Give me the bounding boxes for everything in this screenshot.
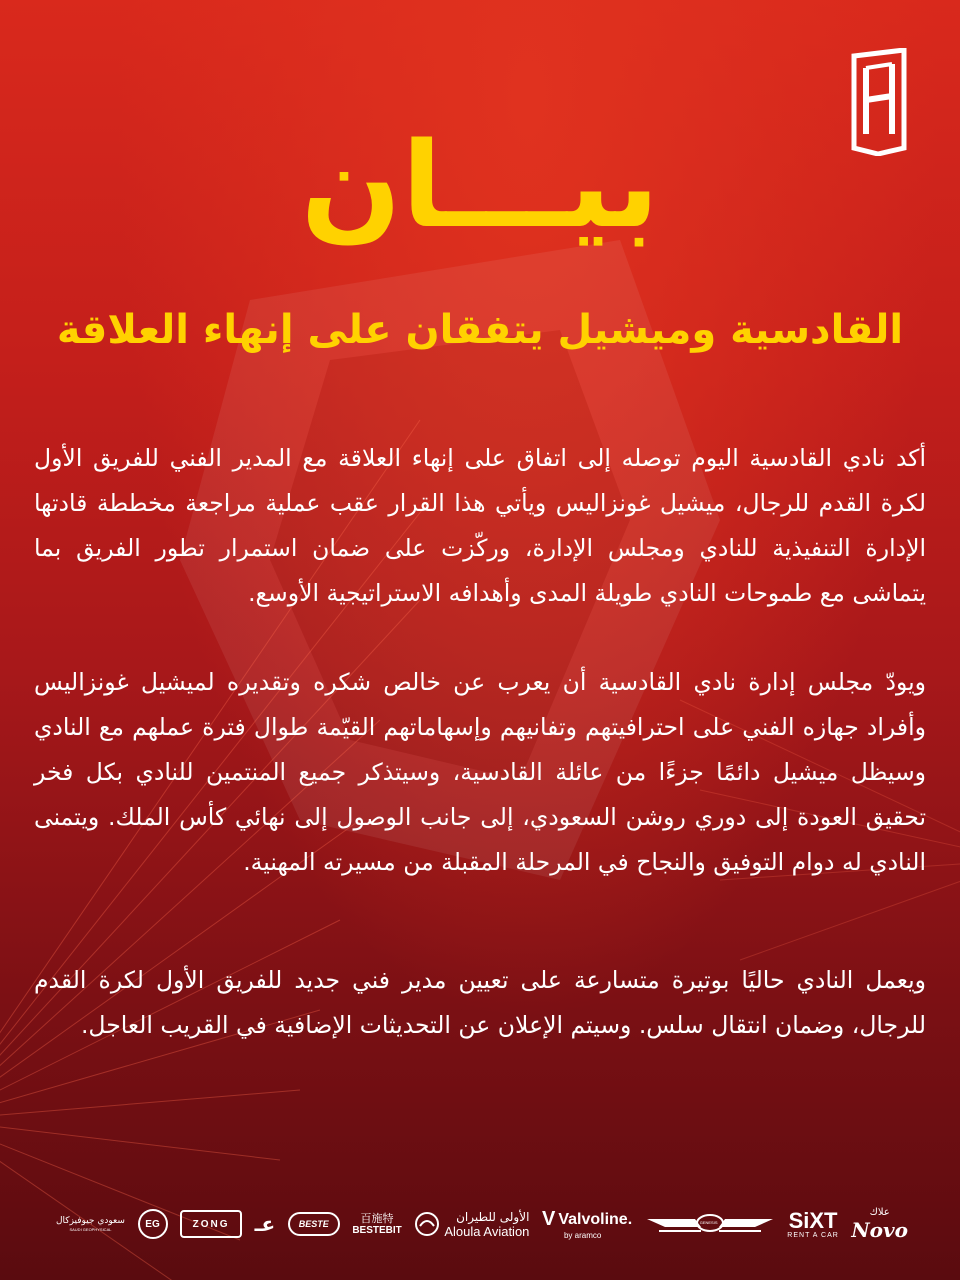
- sponsor-genesis-text: GENESIS: [699, 1220, 718, 1225]
- sponsor-aloula-sub: الأولى للطيران: [456, 1209, 530, 1224]
- sponsor-novo-logo: [851, 1207, 908, 1242]
- sponsor-bestebit-sub: 百施特: [360, 1211, 394, 1225]
- statement-paragraph-1: أكد نادي القادسية اليوم توصله إلى اتفاق على إنهاء العلاقة مع المدير الفني للفريق الأول لكرة القدم للرجال، ميشيل غونزاليس ويأتي هذا القرار عقب عملية مراجعة مخططة قادتها الإدارة التنفيذية للنادي ومجلس الإدارة، وركّزت على ضمان استمرار تطور الفريق بما يتماشى مع طموحات النادي طويلة المدى وأهدافه الاستراتيجية الأوسع.: [34, 444, 926, 607]
- sponsor-valvoline-logo: [542, 1208, 632, 1240]
- sponsor-genesis-logo: [645, 1209, 775, 1239]
- sponsor-eg-text: EG: [145, 1218, 160, 1230]
- sponsor-saudi-geophysical-sub: سعودي جيوفيزكال: [56, 1216, 125, 1226]
- sponsor-sixt-logo: [787, 1207, 839, 1239]
- sponsor-aloula-text: Aloula Aviation: [444, 1223, 530, 1239]
- sponsor-aloula-logo: [414, 1210, 529, 1239]
- sponsor-valvoline-sub: by aramco: [563, 1231, 602, 1240]
- sponsor-zong-text: ZONG: [192, 1218, 230, 1230]
- sponsor-sixt-text: SiXT: [788, 1207, 838, 1233]
- sponsor-saudi-geophysical-logo: [56, 1216, 125, 1232]
- sponsor-beste-logo: [288, 1212, 340, 1236]
- headline: بيـــان: [300, 116, 660, 254]
- sponsor-novo-text: Novo: [851, 1217, 908, 1242]
- sponsor-strip: [56, 1196, 908, 1252]
- statement-paragraph-2: ويودّ مجلس إدارة نادي القادسية أن يعرب عن خالص شكره وتقديره لميشيل غونزاليس وأفراد جهازه الفني على احترافيتهم وتفانيهم وإسهاماتهم القيّمة طوال فترة عملهم مع النادي وسيظل ميشيل دائمًا جزءًا من عائلة القادسية، وسيتذكر جميع المنتمين للنادي بكل فخر تحقيق العودة إلى دوري روشن السعودي، إلى جانب الوصول إلى نهائي كأس الملك. ويتمنى النادي له دوام التوفيق والنجاح في المرحلة المقبلة من مسيرته المهنية.: [34, 668, 926, 876]
- subtitle: القادسية وميشيل يتفقان على إنهاء العلاقة: [56, 307, 904, 353]
- sponsor-eg-logo: [138, 1209, 168, 1239]
- valvoline-v-icon: V: [541, 1208, 556, 1230]
- sponsor-saudi-geophysical-text: SAUDI GEOPHYSICAL: [69, 1227, 112, 1232]
- sponsor-ain-text: عـ: [254, 1212, 276, 1236]
- sponsor-beste-text: BESTE: [298, 1219, 329, 1229]
- sponsor-zong-logo: [180, 1210, 242, 1238]
- sponsor-valvoline-text: Valvoline.: [558, 1210, 633, 1228]
- sponsor-novo-sub: علاك: [869, 1206, 890, 1218]
- sponsor-bestebit-text: BESTEBIT: [352, 1224, 402, 1236]
- aloula-emblem-icon: [414, 1211, 440, 1237]
- sponsor-bestebit-logo: [352, 1213, 401, 1236]
- sponsor-sixt-sub: RENT A CAR: [787, 1231, 839, 1239]
- sponsor-ain-logo: [255, 1212, 276, 1236]
- statement-paragraph-3: ويعمل النادي حاليًا بوتيرة متسارعة على تعيين مدير فني جديد للفريق الأول لكرة القدم للرجال، وضمان انتقال سلس. وسيتم الإعلان عن التحديثات الإضافية في القريب العاجل.: [34, 966, 926, 1039]
